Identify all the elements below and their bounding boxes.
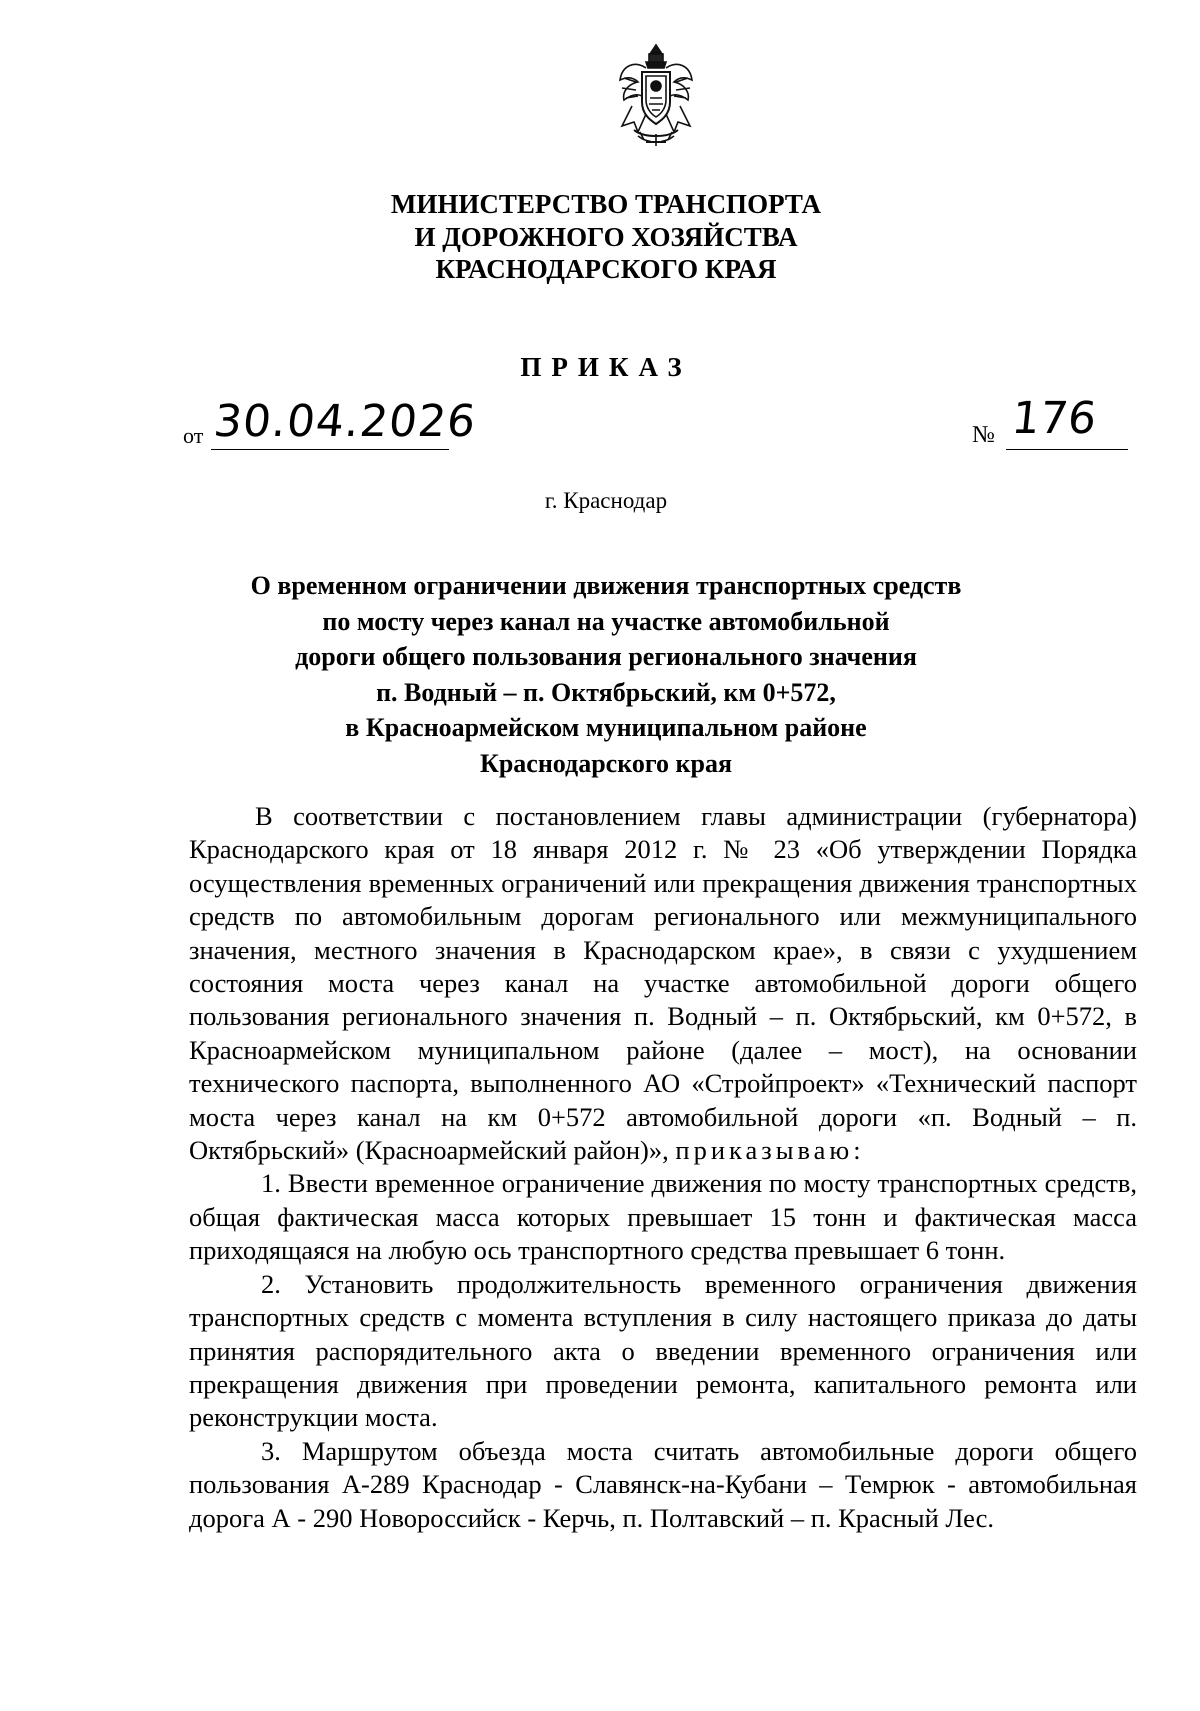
- subject-line-3: дороги общего пользования регионального значения: [295, 642, 917, 671]
- ministry-name: [300, 188, 912, 286]
- preamble-text: В соответствии с постановлением главы администрации (губернатора) Краснодарского края от 18 января 2012 г. № 23 «Об утверждении Порядка осуществления временных ограничений или прекращения движения транспортных средств по автомобильным дорогам регионального или межмуниципального значения, местного значения в Краснодарском крае», в связи с ухудшением состояния моста через канал на участке автомобильной дороги общего пользования регионального значения п. Водный – п. Октябрьский, км 0+572, в Красноармейском муниципальном районе (далее – мост), на основании технического паспорта, выполненного АО «Стройпроект» «Технический паспорт моста через канал на км 0+572 автомобильной дороги «п. Водный – п. Октябрьский» (Красноармейский район)»,: [189, 801, 1137, 1166]
- date-prefix: от: [183, 423, 204, 448]
- order-subject: [180, 568, 1032, 781]
- subject-line-4: п. Водный – п. Октябрьский, км 0+572,: [376, 677, 836, 707]
- order-body: [189, 800, 1137, 1535]
- order-date: 30.04.2026: [211, 396, 479, 447]
- number-prefix: №: [972, 422, 995, 448]
- ministry-line-3: КРАСНОДАРСКОГО КРАЯ: [435, 254, 777, 284]
- order-title: ПРИКАЗ: [520, 352, 692, 382]
- date-underline: [211, 449, 449, 450]
- city: г. Краснодар: [544, 488, 668, 513]
- order-item-2: 2. Установить продолжительность временного ограничения движения транспортных средств с момента вступления в силу настоящего приказа до даты принятия распорядительного акта о введении временного ограничения или прекращения движения при проведении ремонта, капитального ремонта или реконструкции моста.: [189, 1268, 1137, 1433]
- subject-line-6: Краснодарского края: [479, 748, 733, 778]
- order-number: 176: [1009, 393, 1099, 444]
- order-item-1: 1. Ввести временное ограничение движения по мосту транспортных средств, общая фактическая масса которых превышает 15 тонн и фактическая масса приходящаяся на любую ось транспортного средства превышает 6 тонн.: [189, 1168, 1137, 1266]
- subject-line-1: О временном ограничении движения транспортных средств: [250, 571, 962, 600]
- number-underline: [1006, 449, 1128, 450]
- coat-of-arms-icon: [616, 42, 696, 150]
- command-word: приказываю:: [675, 1135, 865, 1166]
- ministry-line-2: И ДОРОЖНОГО ХОЗЯЙСТВА: [414, 221, 798, 252]
- preamble-paragraph: [189, 800, 1137, 1167]
- subject-line-2: по мосту через канал на участке автомобильной: [322, 606, 890, 636]
- ministry-line-1: МИНИСТЕРСТВО ТРАНСПОРТА: [390, 189, 822, 219]
- subject-line-5: в Красноармейском муниципальном районе: [345, 713, 867, 742]
- order-item-3: 3. Маршрутом объезда моста считать автомобильные дороги общего пользования А-289 Краснодар - Славянск-на-Кубани – Темрюк - автомобильная дорога А - 290 Новороссийск - Керчь, п. Полтавский – п. Красный Лес.: [189, 1435, 1137, 1533]
